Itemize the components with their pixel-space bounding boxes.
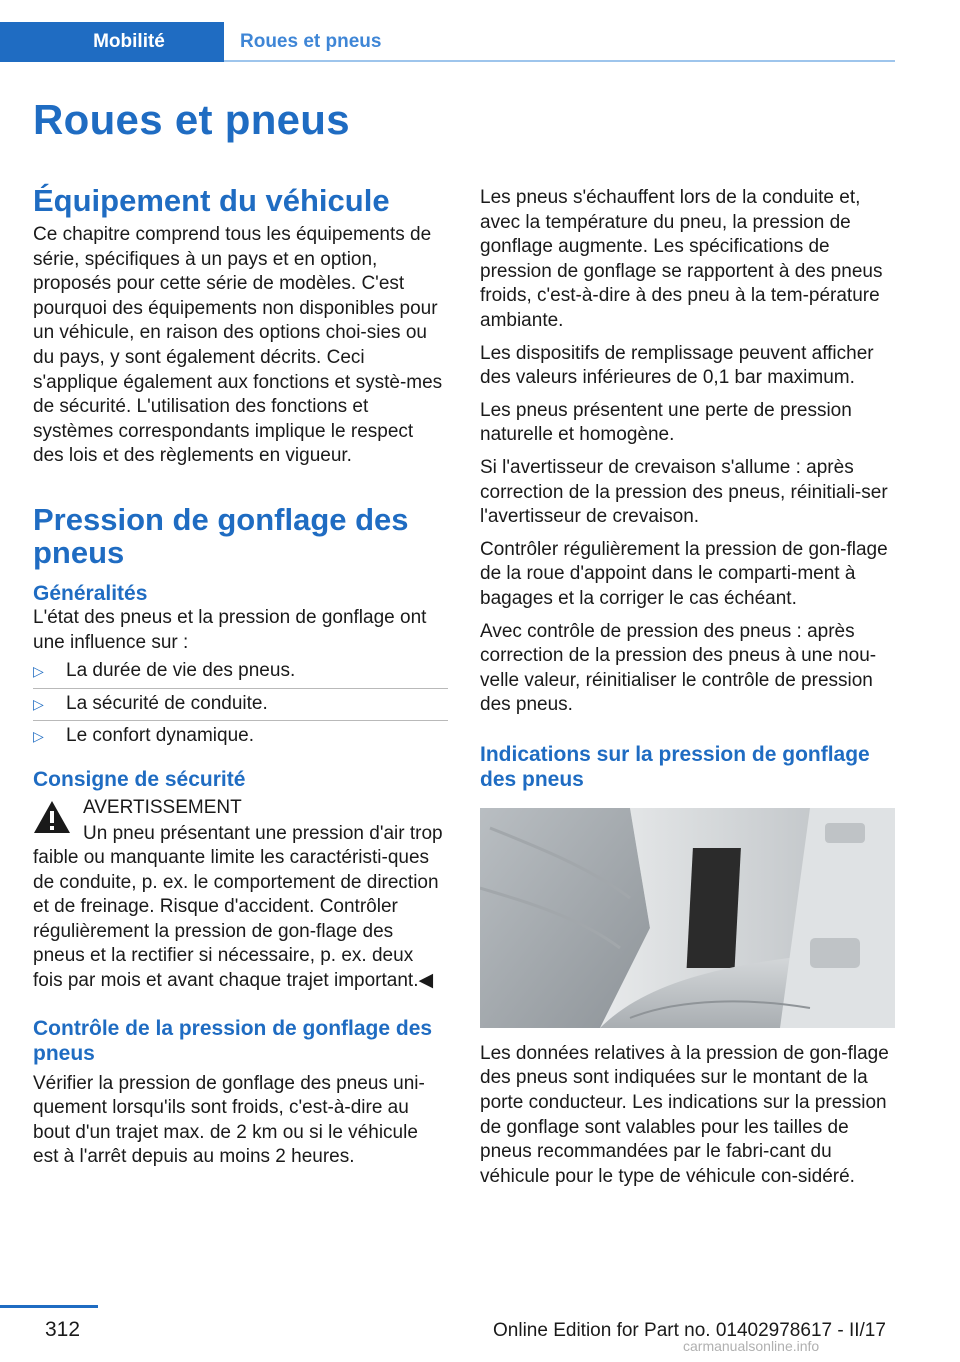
door-pillar-photo (480, 808, 895, 1028)
list-item: ▷ La durée de vie des pneus. (33, 659, 448, 684)
list-item: ▷ Le confort dynamique. (33, 724, 448, 749)
indications-heading: Indications sur la pression de gonflage des pneus (480, 742, 870, 791)
right-paragraph-1: Les pneus s'échauffent lors de la conduite et, avec la température du pneu, la pression de gonflage augmente. Les spécifications de pression de gonflage se rapportent à des pneus froids, c'est-à-dire à des pneu à la tem-pérature ambiante. (480, 187, 883, 331)
right-paragraph-3: Les pneus présentent une perte de pression naturelle et homogène. (480, 399, 852, 446)
warning-label: AVERTISSEMENT (83, 796, 242, 818)
warning-triangle-icon (33, 800, 71, 834)
footer-accent-line (0, 1305, 98, 1308)
right-paragraph-2: Les dispositifs de remplissage peuvent afficher des valeurs inférieures de 0,1 bar maximum. (480, 342, 874, 389)
warning-text: Un pneu présentant une pression d'air trop faible ou manquante limite les caractéristi-ques de conduite, p. ex. le comportement de direction et de freinage. Risque d'accident. Contrôler régulièrement la pression de gon-flage des pneus et la rectifier si nécessaire, p. ex. deux fois par mois et avant chaque trajet important.◀ (33, 822, 443, 992)
warning-block (33, 796, 448, 823)
header-tab-chapter: Mobilité (34, 22, 224, 62)
header-tab-section: Roues et pneus (224, 22, 895, 62)
general-heading: Généralités (33, 581, 148, 605)
check-heading: Contrôle de la pression de gonflage des pneus (33, 1016, 433, 1065)
right-paragraph-4: Si l'avertisseur de crevaison s'allume : après correction de la pression des pneus, réinitiali-ser l'avertisseur de crevaison. (480, 456, 888, 528)
page-title: Roues et pneus (33, 96, 350, 143)
right-paragraph-5: Contrôler régulièrement la pression de gon-flage de la roue d'appoint dans le comparti-ment à bagages et la corriger le cas échéant. (480, 538, 888, 609)
safety-heading: Consigne de sécurité (33, 767, 246, 791)
edition-note: Online Edition for Part no. 01402978617 - II/17 (493, 1320, 886, 1341)
right-paragraph-6: Avec contrôle de pression des pneus : après correction de la pression des pneus à une nou-velle valeur, réinitialiser le contrôle de pression des pneus. (480, 620, 877, 716)
page-number: 312 (45, 1318, 81, 1341)
page-header (0, 22, 895, 62)
list-item: ▷ La sécurité de conduite. (33, 692, 448, 717)
triangle-bullet-icon: ▷ (33, 663, 44, 680)
header-accent-bar (0, 22, 34, 62)
equipment-heading: Équipement du véhicule (33, 183, 390, 218)
left-column (33, 184, 448, 1170)
door-pillar-illustration (480, 808, 895, 1028)
triangle-bullet-icon: ▷ (33, 695, 44, 712)
right-column (480, 186, 896, 1189)
influence-list (33, 659, 448, 749)
watermark: carmanualsonline.info (683, 1338, 820, 1354)
triangle-bullet-icon: ▷ (33, 728, 44, 745)
general-text: L'état des pneus et la pression de gonflage ont une influence sur : (33, 606, 427, 653)
pressure-heading: Pression de gonflage des pneus (33, 501, 409, 570)
check-text: Vérifier la pression de gonflage des pneus uni-quement lorsqu'ils sont froids, c'est-à-dire au bout d'un trajet max. de 2 km ou si le véhicule est à l'arrêt depuis au moins 2 heures. (33, 1072, 425, 1168)
right-paragraph-7: Les données relatives à la pression de gon-flage des pneus sont indiquées sur le montant de la porte conducteur. Les indications sur la pression de gonflage sont valables pour les tailles de pneus recommandées par le fabri-cant du véhicule pour le type de véhicule con-sidéré. (480, 1042, 889, 1187)
equipment-text: Ce chapitre comprend tous les équipements de série, spécifiques à un pays et en option, proposés pour cette série de modèles. C'est pourquoi des équipements non disponibles pour un véhicule, en raison des options choi-sies ou du pays, y sont également décrits. Ceci s'applique également aux fonctions et systè-mes de sécurité. L'utilisation des fonctions et systèmes correspondants implique le respect des lois et des règlements en vigueur. (33, 224, 443, 467)
